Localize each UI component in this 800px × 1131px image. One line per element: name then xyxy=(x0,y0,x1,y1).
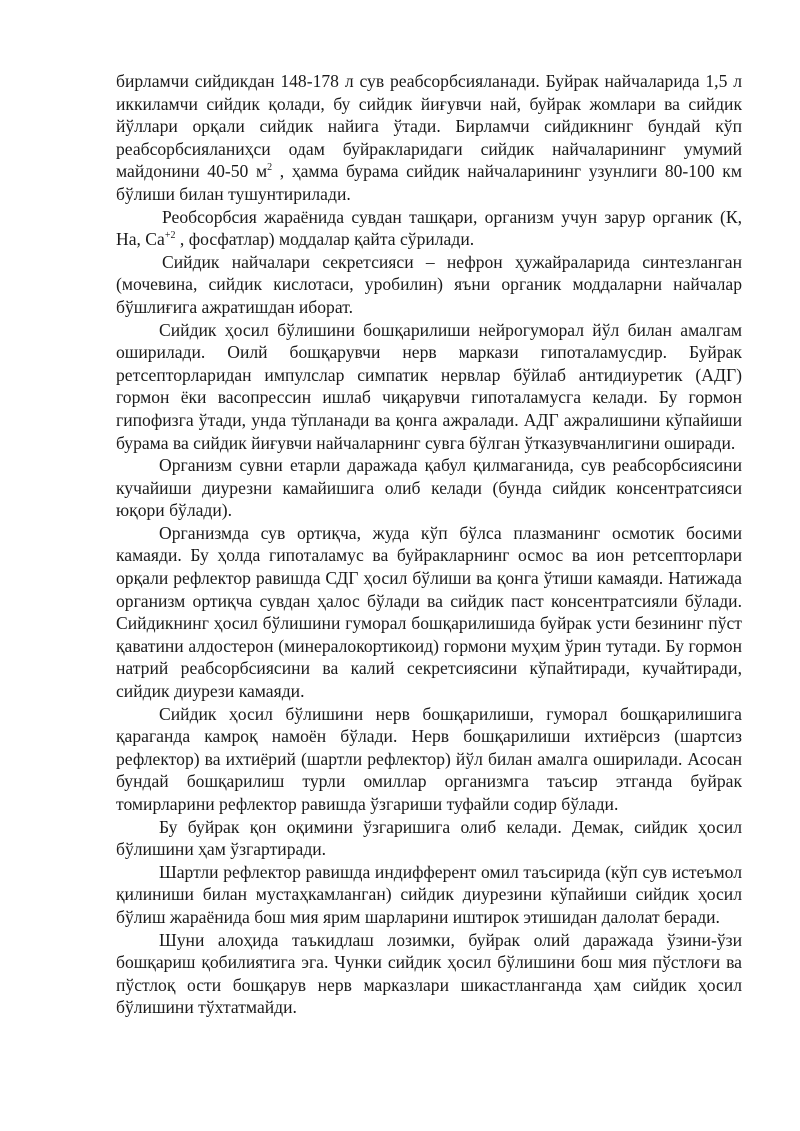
paragraph-nervous-regulation: Сийдик ҳосил бўлишини нерв бошқарилиши, гуморал бошқарилишига қараганда камроқ намоён бўлади. Нерв бошқарилиши ихтиёрсиз (шартсиз рефлектор) ва ихтиёрий (шартли рефлектор) йўл билан амалга оширилади. Асосан бундай бошқарилиш турли омиллар организмга таъсир этганда буйрак томирларини рефлектор равишда ўзгариши туфайли содир бўлади. xyxy=(116,703,742,814)
document-page xyxy=(116,70,742,1019)
paragraph-conditioned-reflex: Шартли рефлектор равишда индифферент омил таъсирида (кўп сув истеъмол қилиниши билан мустаҳкамланган) сийдик диурезини кўпайиши сийдик ҳосил бўлиш жараёнида бош мия ярим шарларини иштирок этишидан далолат беради. xyxy=(116,861,742,927)
paragraph-blood-flow: Бу буйрак қон оқимини ўзгаришига олиб келади. Демак, сийдик ҳосил бўлишини ҳам ўзгартиради. xyxy=(116,816,742,860)
paragraph-self-regulation: Шуни алоҳида таъкидлаш лозимки, буйрак олий даражада ўзини-ўзи бошқариш қобилиятига эга. Чунки сийдик ҳосил бўлишини бош мия пўстлоғи ва пўстлоқ ости бошқарув нерв марказлари шикастланганда ҳам сийдик ҳосил бўлишини тўхтатмайди. xyxy=(116,929,742,1018)
paragraph-text: , ҳамма бурама сийдик найчаларининг узунлиги 80-100 км бўлиши билан тушунтирилади. xyxy=(116,161,742,204)
superscript: +2 xyxy=(164,230,176,242)
paragraph-reabsorption-volume xyxy=(116,70,742,206)
paragraph-water-deficit: Организм сувни етарли даражада қабул қилмаганида, сув реабсорбсиясини кучайиши диурезни камайишига олиб келади (бунда сийдик консентратсияси юқори бўлади). xyxy=(116,455,742,521)
superscript: 2 xyxy=(267,162,273,174)
paragraph-secretion: Сийдик найчалари секретсияси – нефрон ҳужайраларида синтезланган (мочевина, сийдик кислотаси, уробилин) яъни органик моддаларни найчалар бўшлиғига ажратишдан иборат. xyxy=(116,251,742,317)
paragraph-water-excess: Организмда сув ортиқча, жуда кўп бўлса плазманинг осмотик босими камаяди. Бу ҳолда гипоталамус ва буйракларнинг осмос ва ион ретсепторлари орқали рефлектор равишда СДГ ҳосил бўлиши ва қонга ўтиши камаяди. Натижада организм ортиқча сувдан ҳалос бўлади ва сийдик паст консентратсияли бўлади. Сийдикнинг ҳосил бўлишини гуморал бошқарилишида буйрак усти безининг пўст қаватини алдостерон (минералокортикоид) гормони муҳим ўрин тутади. Бу гормон натрий реабсорбсиясини ва калий секретсиясини кўпайтиради, кучайтиради, сийдик диурези камаяди. xyxy=(116,522,742,702)
paragraph-text: Реобсорбсия жараёнида сувдан ташқари, организм учун зарур органик (К, На, Са xyxy=(116,206,742,250)
paragraph-text: , фосфатлар) моддалар қайта сўрилади. xyxy=(175,229,475,250)
paragraph-neurohumoral-regulation: Сийдик ҳосил бўлишини бошқарилиши нейрогуморал йўл билан амалгам оширилади. Оилй бошқарувчи нерв маркази гипоталамусдир. Буйрак ретсепторларидан импулслар симпатик нервлар бўйлаб антидиуретик (АДГ) гормон ёки васопрессин ишлаб чиқарувчи гипоталамусга келади. Бу гормон гипофизга ўтади, унда тўпланади ва қонга ажралади. АДГ ажралишини кўпайиши бурама ва сийдик йиғувчи найчаларнинг сувга бўлган ўтказувчанлигини оширади. xyxy=(116,319,742,453)
paragraph-text: бирламчи сийдикдан 148-178 л сув реабсорбсияланади. Буйрак найчаларида 1,5 л иккиламчи сийдик қолади, бу сийдик йиғувчи най, буйрак жомлари ва сийдик йўллари орқали сийдик найига ўтади. Бирламчи сийдикнинг бундай кўп реабсорбсияланиҳси одам буйракларидаги сийдик найчаларининг умумий майдонини 40-50 м xyxy=(116,71,742,182)
paragraph-reabsorption-substances xyxy=(116,206,742,251)
